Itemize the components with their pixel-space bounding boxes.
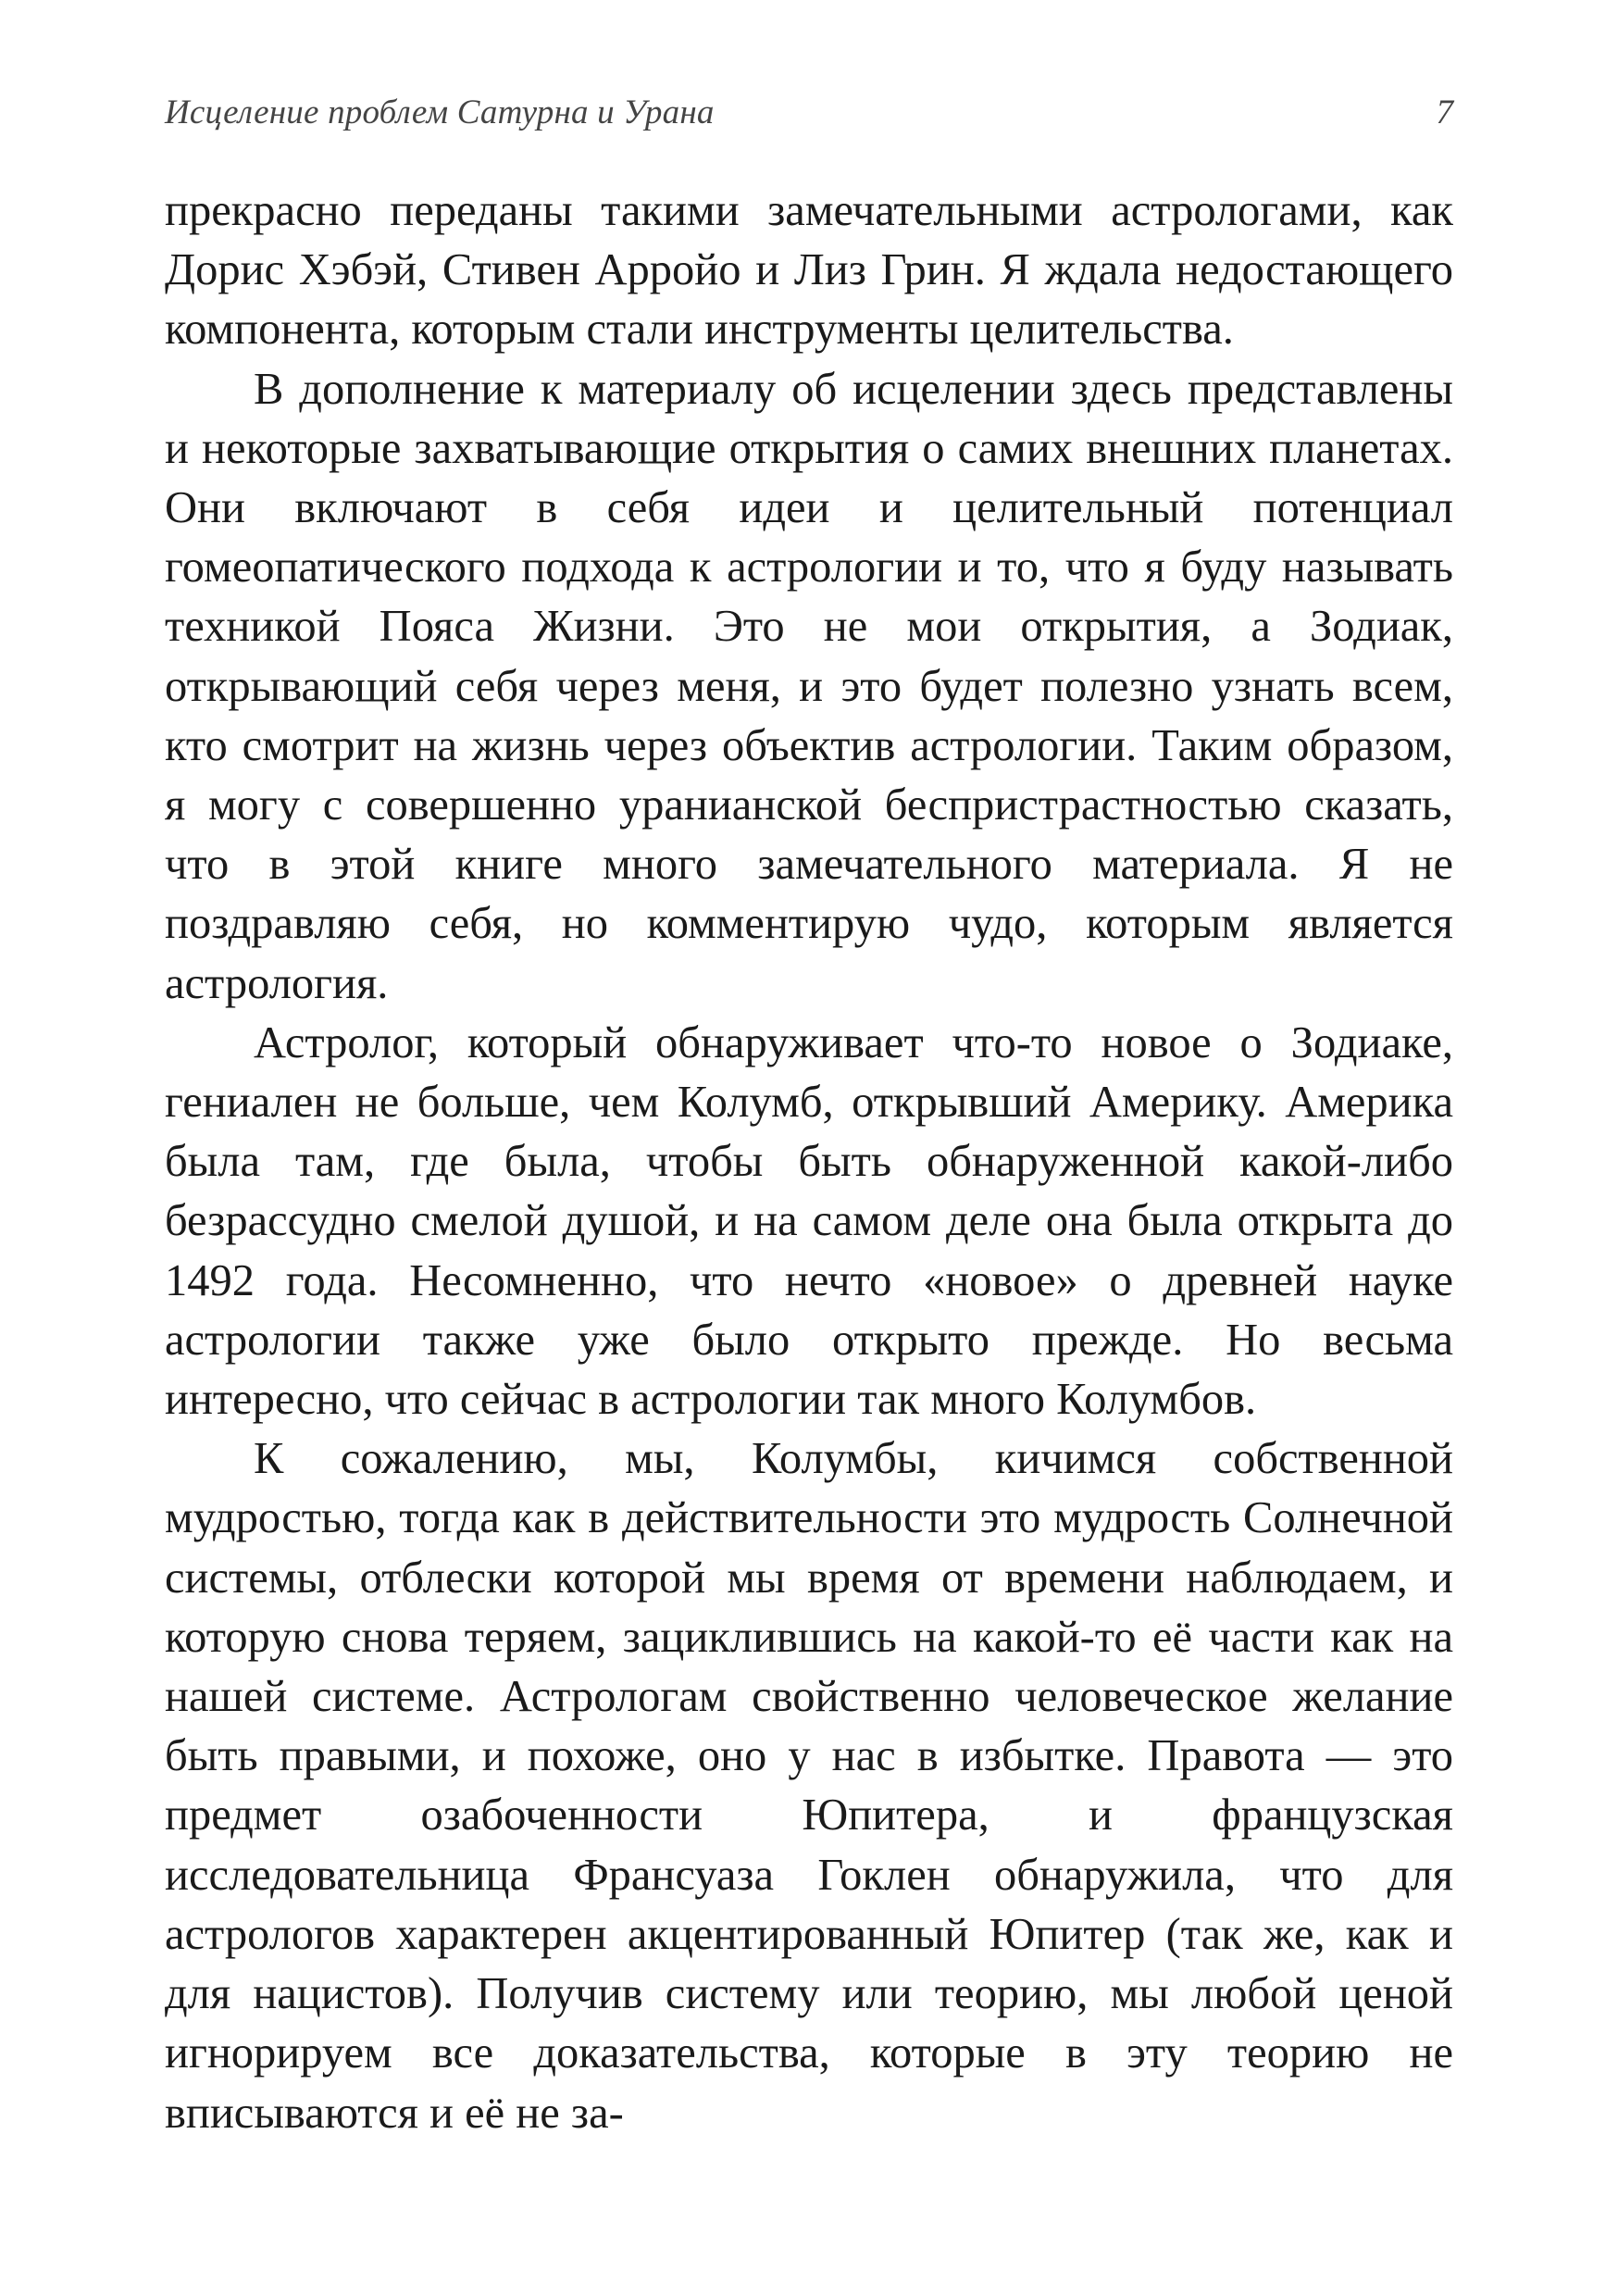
running-header	[165, 93, 1453, 148]
paragraph-continued: прекрасно переданы такими замечательными астрологами, как Дорис Хэбэй, Стивен Арройо и Лиз Грин. Я ждала недостающего компонента, которым стали инструменты целительства.	[165, 186, 1453, 355]
body-text	[165, 181, 1453, 2143]
running-title: Исцеление проблем Сатурна и Урана	[165, 94, 715, 131]
page-number: 7	[1436, 94, 1453, 131]
paragraph: Астролог, который обнаруживает что-то новое о Зодиаке, гениален не больше, чем Колумб, открывший Америку. Америка была там, где была, чтобы быть обнаруженной какой-либо безрассудно смелой душой, и на самом деле она была открыта до 1492 года. Несомненно, что нечто «новое» о древней науке астрологии также уже было открыто прежде. Но весьма интересно, что сейчас в астрологии так много Колумбов.	[165, 1017, 1453, 1425]
paragraph: В дополнение к материалу об исцелении здесь представлены и некоторые захватывающие открытия о самих внешних планетах. Они включают в себя идеи и целительный потенциал гомеопатического подхода к астрологии и то, что я буду называть техникой Пояса Жизни. Это не мои открытия, а Зодиак, открывающий себя через меня, и это будет полезно узнать всем, кто смотрит на жизнь через объектив астрологии. Таким образом, я могу с совершенно уранианской беспристрастностью сказать, что в этой книге много замечательного материала. Я не поздравляю себя, но комментирую чудо, которым является астрология.	[165, 364, 1453, 1008]
paragraph: К сожалению, мы, Колумбы, кичимся собственной мудростью, тогда как в действительности это мудрость Солнечной системы, отблески которой мы время от времени наблюдаем, и которую снова теряем, зациклившись на какой-то её части как на нашей системе. Астрологам свойственно человеческое желание быть правыми, и похоже, оно у нас в избытке. Правота — это предмет озабоченности Юпитера, и французская исследовательница Франсуаза Гоклен обнаружила, что для астрологов характерен акцентированный Юпитер (так же, как и для нацистов). Получив систему или теорию, мы любой ценой игнорируем все доказательства, которые в эту теорию не вписываются и её не за-	[165, 1434, 1453, 2138]
